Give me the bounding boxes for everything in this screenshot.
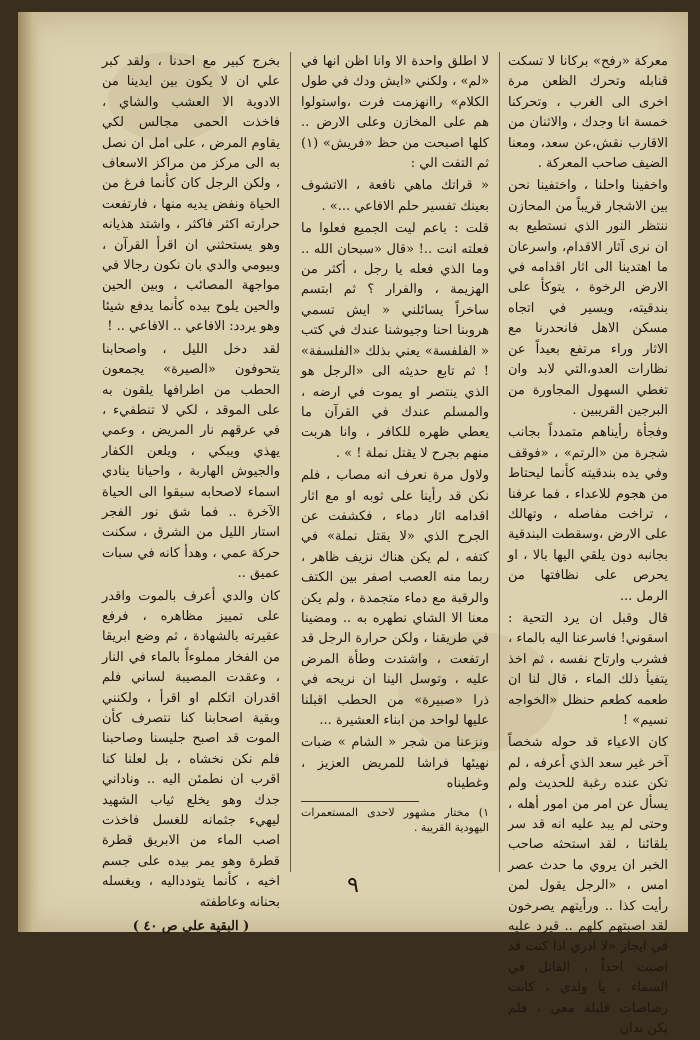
paragraph: قال وقبل ان يرد التحية : اسقوني! فاسرعنا اليه بالماء ، فشرب وارتاح نفسه ، ثم اخذ يتفيأ ذلك الماء ، قال لنا ان طعمه كطعم حنظل «الخواجه نسيم» ! xyxy=(508,610,668,728)
paragraph: كان والدي أعرف بالموت واقدر على تمييز مظاهره ، فرفع عقيرته بالشهادة ، ثم وضع ابريقا من الفخار مملوءاً بالماء في النار ، وعقدت المصيبة لساني فلم اقدران اتكلم او اقرأ ، ولكنني وبقية اصحابنا كنا نتصرف كأن الموت قد اصبح جليسنا وصاحبنا فلم نكن نخشاه ، بل لعلنا كنا اقرب ان نطمئن اليه .. وناداني جدك وهو يخلع ثياب الشهيد ليهيء جثمانه للغسل فاخذت اصب الماء من الابريق قطرة قطرة وهو يمر بيده على جسم اخيه ، كأنما يتودداليه ، ويغسله بحنانه وعاطفته xyxy=(102,588,280,910)
footnote: ١) مختار مشهور لاحدى المستعمرات اليهودية القريبة . xyxy=(301,805,489,834)
binding-edge xyxy=(18,12,40,932)
magazine-page xyxy=(18,12,688,1037)
paragraph: لا اطلق واحدة الا وانا اظن انها في «لم» ، ولكني «ايش ودك في طول الكلام» راانهزمت فرت ،واستولوا هم على المخازن وعلى الارض .. كلها اصبحت من حظ «فريش» (١) ثم التفت الي : xyxy=(301,54,489,172)
column-middle xyxy=(291,52,500,872)
paragraph: بخرج كبير مع احدنا ، ولقد كبر علي ان لا يكون بين ايدينا من الادوية الا العشب والشاي ، فاخذت الحمى مجالس لكي يقاوم المرض ، على امل ان نصل به الى مركز من مراكز الاسعاف ، ولكن الرجل كان كأنما فرغ من الحياة ونفض يديه منها ، فارتفعت حرارته اكثر فاكثر ، واشتد هذيانه وهو يستحثني ان اقرأ القرآن ، وبيومي والدي بان نكون رجالا في مواجهة المصائب ، وبين الحين والحين يلوح بيده كأنما يدفع شيئا وهو يردد: الافاعي .. الافاعي .. ! xyxy=(102,54,280,335)
continuation-note: ( البقية على ص ٤٠ ) xyxy=(132,919,250,935)
paragraph: معركة «رفح» بركانا لا تسكت قنابله وتحرك الظعن مرة اخرى الى الغرب ، وتحركنا خمسة انا وجدك ، والاثنان من الاقارب نقش،عن سعد، ومعنا الضيف صاحب المعركة . xyxy=(508,54,668,172)
paragraph: وفجأة رأيناهم متمدداً بجانب شجرة من «الرتم» ، «فوقف وفي يده بندقيته كأنما ليحتاط من هجوم للاعداء ، فما عرفنا ، تراخت مفاصله ، وتهالك على الارض ،وسقطت البندقية بجانبه دون يلقي اليها بالا ، او يحرص على نظافتها من الرمل ... xyxy=(508,425,668,604)
paragraph: قلت : باعم ليت الجميع فعلوا ما فعلته انت ..! «قال «سبحان الله .. وما الذي فعله يا رجل ، أكثر من الهزيمة ، والفرار ؟ ثم ابتسم ساخراً يسائلني « ايش تسمي هروبنا احنا وجيوشنا عندك في كتب « الفلفسة» يعني بذلك «الفلسفة» ! ثم تابع حديثه الى «الرجل هو الذي ينتصر او يموت في ارضه ، والمسلم عندك في القرآن ما يعطي ظهره للكافر ، وانا هربت منهم بجرح لا يقتل نملة ! » . xyxy=(301,221,489,461)
page-number: ٩ xyxy=(347,873,359,898)
paragraph: واخفينا واحلنا ، واختفينا نحن بين الاشجار قريباً من المحازن ننتظر النور الذي نستطيع به ان نرى آثار الاقدام، واسرعان ما اهتدينا الى اثار اقدامه في الارض الرخوة ، يتوكأ على بندقيته، ويسير في اتجاه مسكن الاهل فانحدرنا مع الاثار وراء مرتفع بعيداً عن نظارات العدو،التي لابد وان تغطي السهول المجاورة من البرجين القريبين . xyxy=(508,178,668,418)
paragraph: ولاول مرة نعرف انه مصاب ، فلم نكن قد رأينا على ثوبه او مع اثار اقدامه اثار دماء ، فكشفت عن الجرح الذي «لا يقتل نملة» في كتفه ، لم يكن هناك نزيف ظاهر ، ربما منه العصب اصفر بين الكتف والرقبة مع دماء متجمدة ، ولم يكن معنا الا الشاي نطهره به .. ومضينا في طريقنا ، ولكن حرارة الرجل قد ارتفعت ، واشتدت وطأة المرض عليه ، وتوسل الينا ان نريحه في ذرا «صبيرة» من الحطب اقبلنا عليها لواحد من ابناء العشيرة ... xyxy=(301,468,489,728)
paragraph: كان الاعياء قد حوله شخصاً آخر غير سعد الذي أعرفه ، لم تكن عنده رغبة للحديث ولم يسأل عن امر من امور أهله ، وحتى لم يبد عليه انه قد سر بلقائنا ، لقد استحثه صاحب الخبر ان يروي ما حدث عصر امس ، «الرجل يقول لمن رأيت كذا .. ورأيتهم يصرخون لقد اصبتهم كلهم .. قيرد عليه في ايجاز «لا ادري اذا كنت قد اصبت احداً ، القاتل في السماء ، يا ولدي ، كانت رصاصات قليلة معي ، فلم يكن بدان xyxy=(508,735,668,1037)
article-columns xyxy=(48,52,668,1037)
column-right xyxy=(500,52,668,1037)
footnote-divider xyxy=(301,801,419,802)
paragraph: لقد دخل الليل ، واصحابنا يتحوفون «الصيرة» يجمعون الحطب من اطرافها يلقون به على الموقد ، لكي لا تنطفيء ، في عرقهم نار المريض ، وعمي يهذي ويبكي ، ويلعن الكفار والجيوش الهاربة ، واحيانا ينادي اسماء لاصحابه سبقوا الى الحياة الآخرة .. فما شق نور الفجر استار الليل من الشرق ، سكنت حركة عمي ، وهدأ كانه في سبات عميق .. xyxy=(102,341,280,582)
paragraph: « قراتك ماهي نافعة ، الاتشوف بعينك تفسير حلم الافاعي ...» . xyxy=(301,178,489,214)
paragraph: ونزعنا من شجر « الشام » ضبات نهيئها فراشا للمريض العزيز ، وغطيناه xyxy=(301,735,489,792)
column-left xyxy=(102,52,291,935)
